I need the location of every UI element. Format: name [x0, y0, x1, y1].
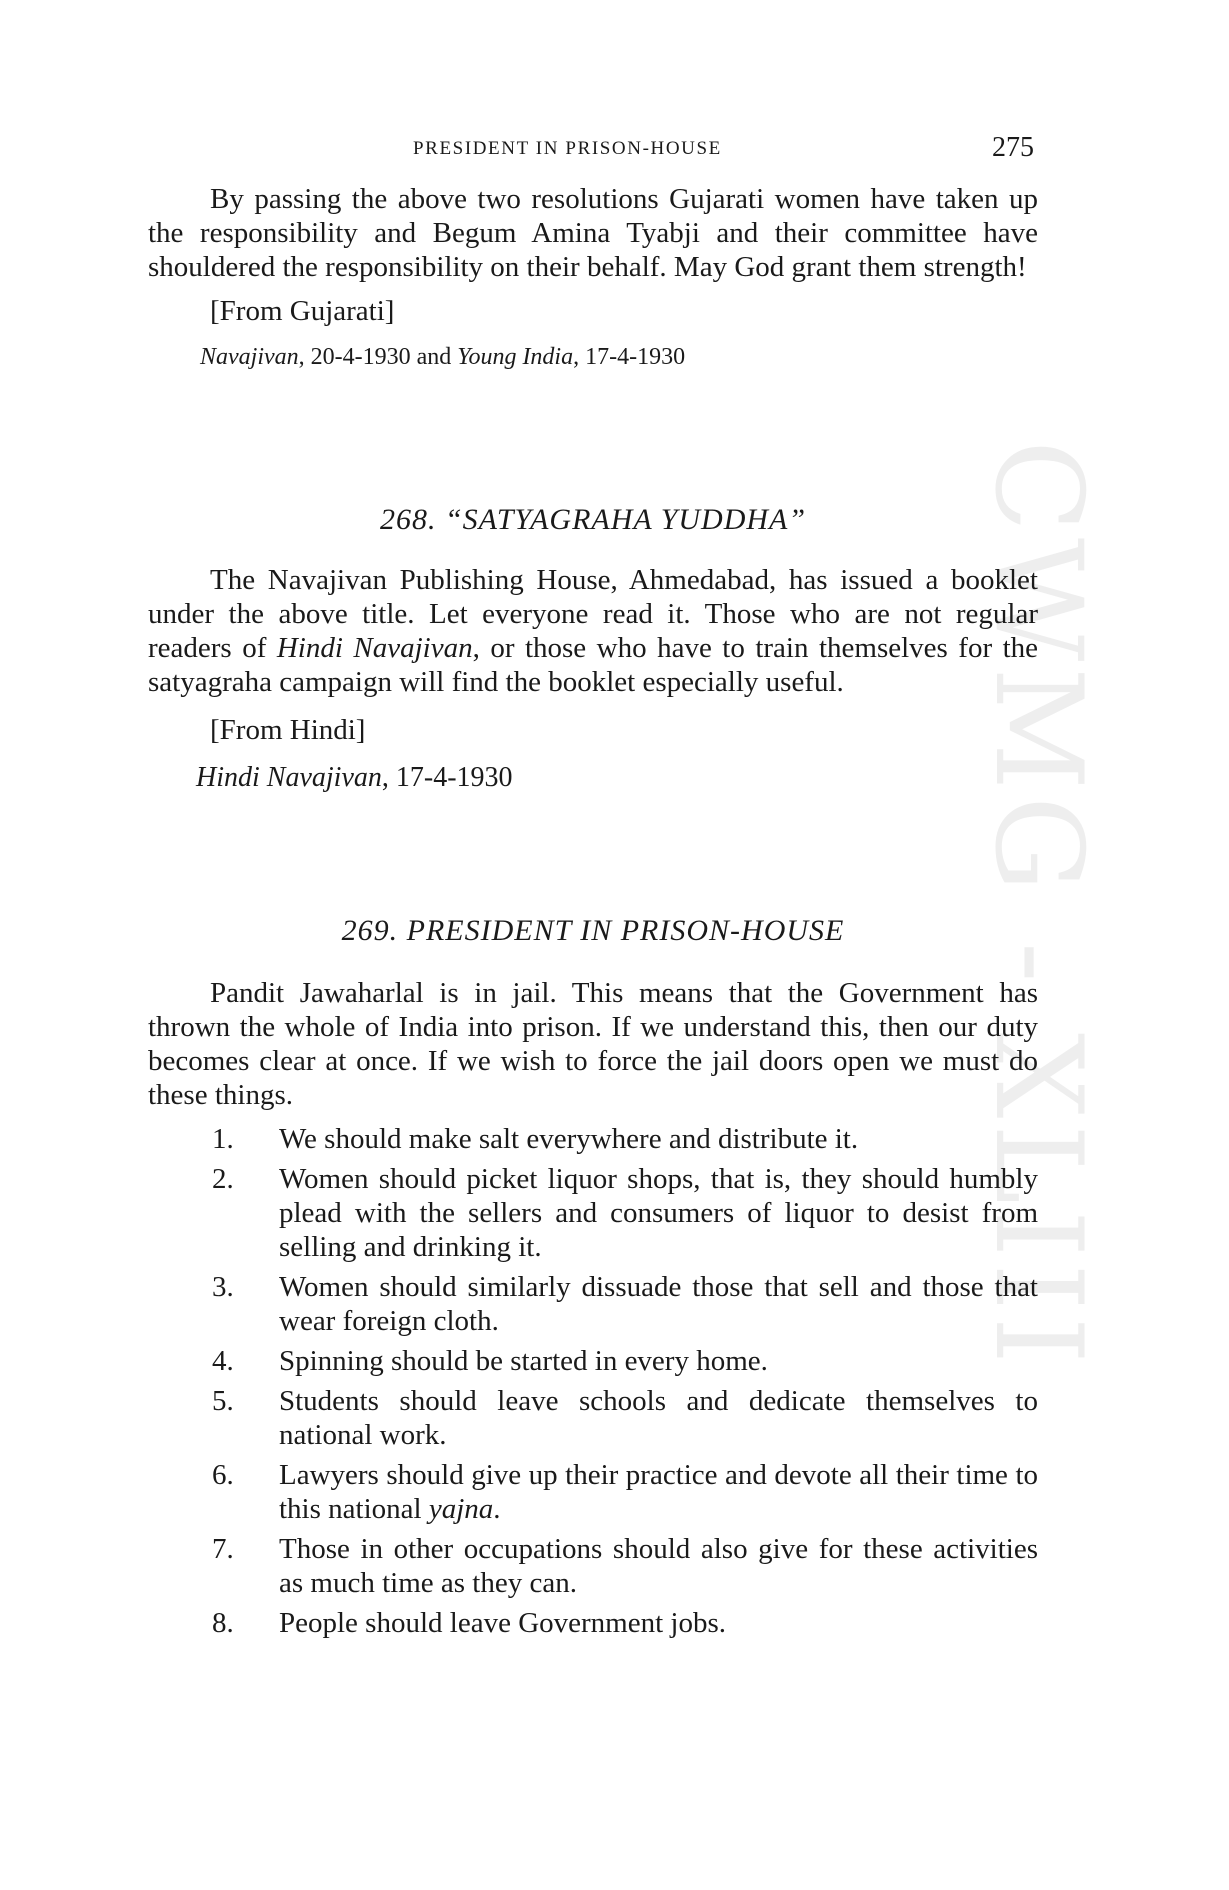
list-item-text: Women should similarly dissuade those that sell and those that wear foreign cloth. — [279, 1271, 1038, 1337]
article-title: PRESIDENT IN PRISON-HOUSE — [406, 914, 845, 947]
list-item-text: Students should leave schools and dedicate themselves to national work. — [279, 1385, 1038, 1451]
article-number: 269. — [341, 914, 399, 947]
article-title: “SATYAGRAHA YUDDHA” — [444, 503, 807, 536]
list-item — [148, 1532, 1038, 1600]
article-268-source-note: [From Hindi] — [210, 714, 366, 746]
running-title: PRESIDENT IN PRISON-HOUSE — [413, 138, 722, 159]
list-item-number: 4. — [212, 1345, 234, 1377]
list-item-number: 6. — [212, 1459, 234, 1491]
action-list — [148, 1122, 1038, 1640]
running-head — [148, 132, 1038, 168]
list-item — [148, 1270, 1038, 1338]
list-item-text — [279, 1458, 1038, 1526]
article-269-intro: Pandit Jawaharlal is in jail. This means that the Government has thrown the whole of India into prison. If we understand this, then our duty becomes clear at once. If we wish to force the jail doors open we must do these things. — [148, 977, 1038, 1111]
citation-publication: Navajivan — [200, 344, 299, 370]
paragraph-italic-text: Hindi Navajivan — [276, 632, 473, 664]
list-item — [148, 1344, 1038, 1378]
paragraph-text: The Navajivan Publishing House, Ahmedabad, has issued a booklet under the above title. Let everyone read it. Those who are not regular readers of — [148, 564, 1038, 664]
list-item-number: 7. — [212, 1533, 234, 1565]
continuation-section — [148, 182, 1038, 372]
list-item-text: Spinning should be started in every home. — [279, 1345, 768, 1377]
citation-date: , 20-4-1930 and — [298, 344, 458, 370]
list-item-text-part: Lawyers should give up their practice and devote all their time to this national — [279, 1459, 1038, 1525]
article-268-heading — [148, 503, 1038, 537]
list-item-number: 1. — [212, 1123, 234, 1155]
continuation-citation — [148, 342, 1038, 372]
list-item-italic-text: yajna — [428, 1493, 494, 1525]
article-268-citation — [148, 761, 1038, 795]
citation-date: , 17-4-1930 — [381, 762, 513, 793]
page-number: 275 — [992, 132, 1034, 163]
article-number: 268. — [379, 503, 437, 536]
list-item-text: People should leave Government jobs. — [279, 1607, 726, 1639]
list-item — [148, 1606, 1038, 1640]
article-269-heading — [148, 914, 1038, 948]
list-item-text: Women should picket liquor shops, that is, they should humbly plead with the sellers and consumers of liquor to desist from selling and drinking it. — [279, 1163, 1038, 1263]
paragraph-text: , or those who have to train themselves for the satyagraha campaign will find the booklet especially useful. — [148, 632, 1039, 698]
list-item-number: 2. — [212, 1163, 234, 1195]
citation-publication: Hindi Navajivan — [196, 762, 382, 793]
list-item-number: 8. — [212, 1607, 234, 1639]
list-item-text-end: . — [493, 1493, 501, 1525]
citation-date: , 17-4-1930 — [573, 344, 686, 370]
list-item-text: We should make salt everywhere and distribute it. — [279, 1123, 859, 1155]
list-item-number: 5. — [212, 1385, 234, 1417]
citation-publication: Young India — [457, 344, 574, 370]
page — [148, 0, 1038, 1890]
article-269-body — [148, 976, 1038, 1646]
list-item — [148, 1122, 1038, 1156]
continuation-source-note: [From Gujarati] — [210, 295, 395, 327]
list-item — [148, 1458, 1038, 1526]
list-item — [148, 1384, 1038, 1452]
article-268-body — [148, 563, 1038, 795]
watermark-text: CWMG - XLIII — [968, 440, 1107, 1371]
list-item — [148, 1162, 1038, 1264]
article-268-paragraph — [148, 563, 1038, 699]
continuation-paragraph: By passing the above two resolutions Gujarati women have taken up the responsibility and Begum Amina Tyabji and their committee have shouldered the responsibility on their behalf. May God grant them strength! — [148, 183, 1038, 283]
list-item-text: Those in other occupations should also give for these activities as much time as they can. — [279, 1533, 1038, 1599]
list-item-number: 3. — [212, 1271, 234, 1303]
